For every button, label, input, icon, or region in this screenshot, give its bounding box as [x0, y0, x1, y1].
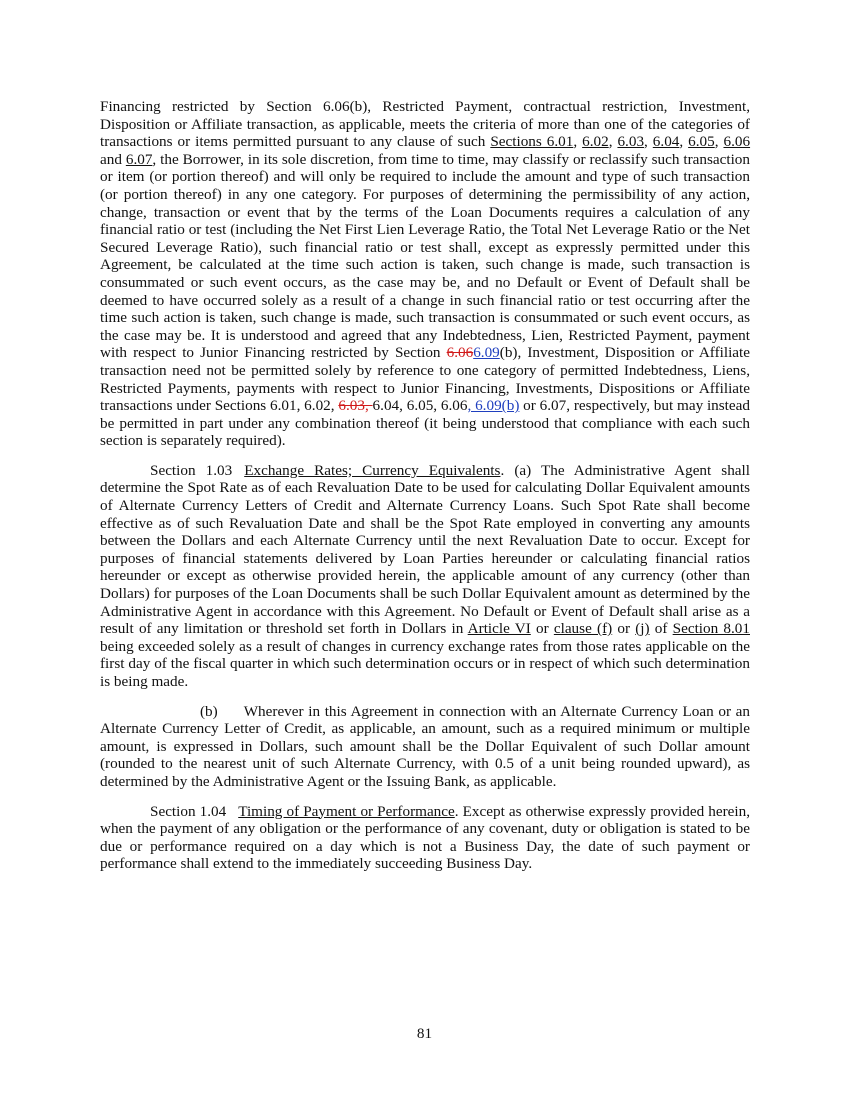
preposition: of — [649, 620, 673, 638]
paragraph-classification — [100, 98, 750, 450]
punct: , — [644, 133, 653, 151]
section-heading: Exchange Rates; Currency Equivalents — [244, 461, 501, 479]
section-ref-8-01: Section 8.01 — [672, 620, 750, 638]
section-ref-6-02: 6.02 — [582, 133, 609, 151]
text-run: Financing restricted by Section 6.06(b), Restricted Payment, contractual restriction, Investment, Disposition or Affiliate transaction, as applicable, meets the criteria of more than one of the categories of transactions or items permitted pursuant to any clause of such — [100, 98, 750, 151]
section-ref-6-07: 6.07 — [125, 150, 153, 168]
page-number: 81 — [416, 1025, 433, 1042]
inserted-text: , 6.09(b) — [467, 397, 520, 415]
article-ref-vi: Article VI — [467, 620, 531, 638]
section-heading: Timing of Payment or Performance — [238, 802, 455, 820]
section-ref-6-06: 6.06 — [723, 133, 751, 151]
punct: , — [608, 133, 618, 151]
punct: , — [573, 133, 583, 151]
section-1-03-b-paragraph — [100, 703, 750, 791]
section-ref-6-04: 6.04 — [652, 133, 680, 151]
conjunction: or — [530, 620, 554, 638]
punct: , — [679, 133, 689, 151]
document-body — [100, 98, 750, 873]
conjunction: and — [100, 150, 126, 168]
clause-ref-f: clause (f) — [553, 620, 613, 638]
subclause-label: (b) — [200, 702, 218, 720]
clause-ref-j: (j) — [635, 620, 650, 638]
deleted-text: 6.06 — [446, 344, 474, 362]
text-run: Wherever in this Agreement in connection with an Alternate Currency Loan or an Alternate Currency Letter of Credit, as applicable, an amount, such as a required minimum or multiple amount, is expressed in Dollars, such amount shall be the Dollar Equivalent of such Dollar amount (rounded to the nearest unit of such Alternate Currency, with 0.5 of a unit being rounded upward), as determined by the Administrative Agent or the Issuing Bank, as applicable. — [100, 702, 750, 790]
text-run: (b), Investment, Disposition or Affiliate transaction need not be permitted solely by reference to one category of permitted Indebtedness, Liens, Restricted Payments, payments with respect to Junior Financing, Investments, Dispositions or Affiliate transactions under Sections 6.01, 6.02, — [100, 344, 750, 415]
deleted-text: 6.03, — [338, 397, 373, 415]
section-1-03-paragraph — [100, 462, 750, 691]
text-run: being exceeded solely as a result of changes in currency exchange rates from those rates applicable on the first day of the fiscal quarter in which such determination occurs or in respect of which such determination is being made. — [100, 637, 750, 690]
text-run: . Except as otherwise expressly provided herein, when the payment of any obligation or the performance of any covenant, duty or obligation is stated to be due or performance required on a day which is not a Business Day, the date of such payment or performance shall extend to the immediately succeeding Business Day. — [100, 802, 751, 873]
section-ref-6-03: 6.03 — [617, 133, 645, 151]
text-run: 6.04, 6.05, 6.06 — [372, 397, 468, 415]
section-number: Section 1.04 — [150, 802, 227, 820]
punct: , — [714, 133, 724, 151]
text-run: . (a) The Administrative Agent shall determine the Spot Rate as of each Revaluation Date to be used for calculating Dollar Equivalent amounts of Alternate Currency Letters of Credit and Alternate Currency Loans. Such Spot Rate shall become effective as of such Revaluation Date and shall be the Spot Rate employed in converting any amounts between the Dollars and each Alternate Currency until the next Revaluation Date to occur. Except for purposes of financial statements delivered by Loan Parties hereunder or calculating financial ratios hereunder or except as otherwise provided herein, the applicable amount of any currency (other than Dollars) for purposes of the Loan Documents shall be such Dollar Equivalent amount as determined by the Administrative Agent in accordance with this Agreement. No Default or Event of Default shall arise as a result of any limitation or threshold set forth in Dollars in — [100, 461, 750, 638]
section-ref-6-05: 6.05 — [688, 133, 715, 151]
section-number: Section 1.03 — [150, 461, 233, 479]
section-1-04-paragraph — [100, 803, 750, 873]
section-ref-6-01: Sections 6.01 — [490, 133, 574, 151]
text-run: , the Borrower, in its sole discretion, from time to time, may classify or reclassify such transaction or item (or portion thereof) and will only be required to include the amount and type of such transaction (or portion thereof) in any one category. For purposes of determining the permissibility of any action, change, transaction or event that by the terms of the Loan Documents requires a calculation of any financial ratio or test (including the Net First Lien Leverage Ratio, the Total Net Leverage Ratio or the Net Secured Leverage Ratio), such financial ratio or test shall, except as expressly permitted under this Agreement, be calculated at the time such action is taken, such change is made, such transaction is consummated or such event occurs, as the case may be, and no Default or Event of Default shall be deemed to have occurred solely as a result of a change in such financial ratio or test occurring after the time such action is taken, such change is made, such transaction is consummated or such event occurs, as the case may be. It is understood and agreed that any Indebtedness, Lien, Restricted Payment, payment with respect to Junior Financing restricted by Section — [100, 150, 750, 362]
conjunction: or — [612, 620, 636, 638]
inserted-text: 6.09 — [473, 344, 500, 362]
text-run: or 6.07, respectively, but may instead be permitted in part under any combination thereof (it being understood that compliance with each such section is separately required). — [100, 397, 750, 450]
